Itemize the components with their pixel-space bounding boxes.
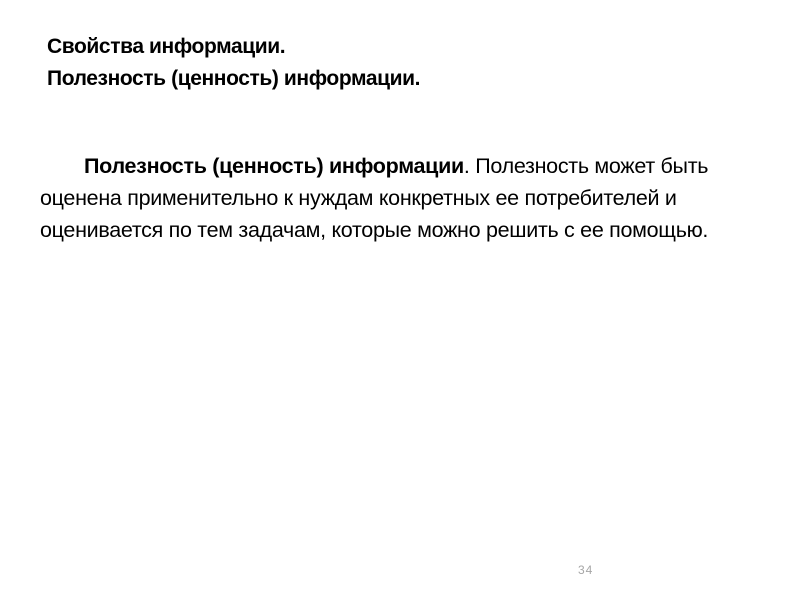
body-text: . Полезность может быть оценена применительно к нуждам конкретных ее потребителей и оценивается по тем задачам, которые можно решить с ее помощью.: [40, 154, 709, 242]
title-line-2: Полезность (ценность) информации.: [47, 67, 421, 90]
title-line-1: Свойства информации.: [47, 35, 286, 58]
slide-title: [47, 31, 747, 95]
page-number: 34: [578, 563, 594, 577]
body-lead-term: Полезность (ценность) информации: [84, 154, 464, 178]
body-paragraph: [40, 150, 760, 246]
